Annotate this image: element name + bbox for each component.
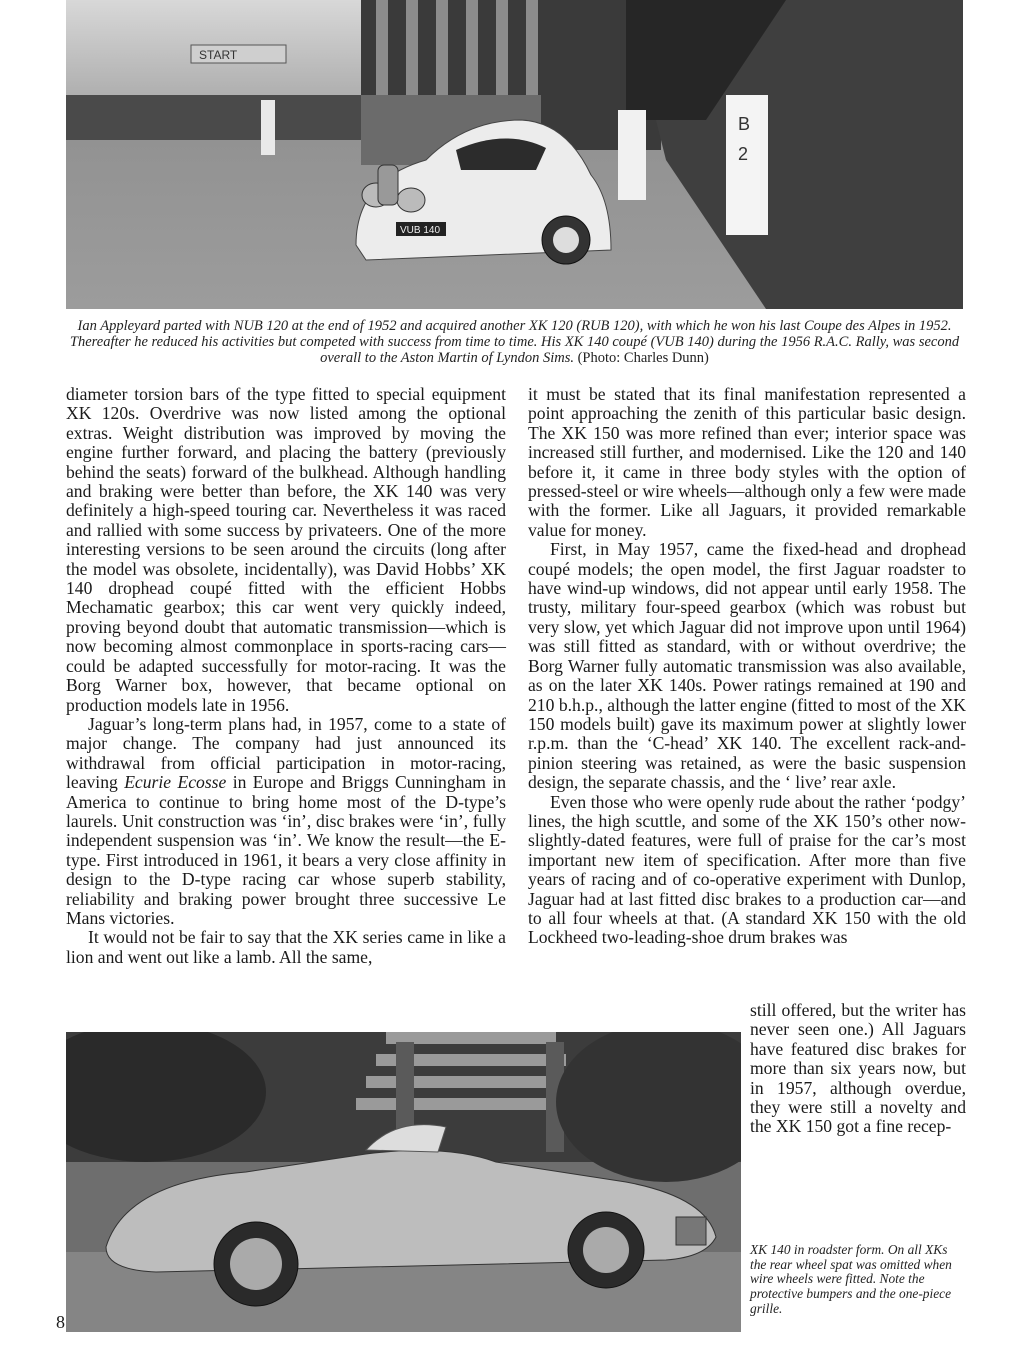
rally-scene-image — [66, 0, 963, 309]
svg-text:B: B — [738, 114, 751, 134]
roadster-image — [66, 1032, 741, 1332]
top-caption-text: Ian Appleyard parted with NUB 120 at the end of 1952 and acquired another XK 120 (RUB 120), with which he won his last Coupe des Alpes in 1952. Thereafter he reduced his activities but competed with success from time to time. His XK 140 coupé (VUB 140) during the 1956 R.A.C. Rally, was second overall to the Aston Martin of Lyndon Sims. — [69, 318, 960, 366]
photo-credit: (Photo: Charles Dunn) — [577, 350, 709, 366]
right-text-column — [528, 385, 966, 948]
paragraph: it must be stated that its final manifestation represented a point approaching the zenith of this particular basic design. The XK 150 was more refined than ever; interior space was increased still further, and modernised. Like the 120 and 140 before it, it came in three body styles with the option of pressed-steel or wire wheels—although only a few were made with the former. Like all Jaguars, it provided remarkable value for money. — [528, 384, 966, 540]
page-number: 8 — [56, 1312, 65, 1332]
top-photo — [66, 0, 963, 309]
top-photo-caption — [66, 318, 963, 366]
svg-text:2: 2 — [738, 144, 749, 164]
paragraph: diameter torsion bars of the type fitted to special equipment XK 120s. Overdrive was now listed among the optional extras. Weight distribution was improved by moving the engine further forward, and placing the battery (previously behind the seats) forward of the bulkhead. Although handling and braking were better than before, the XK 140 was very definitely a high-speed touring car. Nevertheless it was raced and rallied with some success by privateers. One of the more interesting versions to be seen around the circuits (long after the model was obsolete, incidentally), was David Hobbs’ XK 140 drophead coupé fitted with the efficient Hobbs Mechamatic gearbox; this car went very quickly indeed, proving beyond doubt that automatic transmission—which is now becoming almost commonplace in sports-racing cars—could be adapted successfully for motor-racing. It was the Borg Warner box, however, that became optional on production models late in 1956. — [66, 384, 506, 715]
paragraph: Jaguar’s long-term plans had, in 1957, come to a state of major change. The company had just announced its withdrawal from official participation in motor-racing, leaving Ecurie Ecosse in Europe and Briggs Cunningham in America to continue to bring home most of the D-type’s laurels. Unit construction was ‘in’, disc brakes were ‘in’, fully independent suspension was ‘in’. We know the result—the E-type. First introduced in 1961, it bears a very close affinity in design to the D-type racing car whose superb stability, reliability and braking power brought three successive Le Mans victories. — [66, 713, 507, 928]
left-text-column — [66, 385, 506, 967]
paragraph: still offered, but the writer has never seen one.) All Jaguars have featured disc brakes for more than six years now, but in 1957, although overdue, they were still a novelty and the XK 150 got a fine recep- — [750, 1000, 966, 1137]
marker-b1 — [618, 110, 646, 200]
svg-text:VUB 140: VUB 140 — [400, 225, 441, 236]
paragraph: First, in May 1957, came the fixed-head and drophead coupé models; the open model, the first Jaguar roadster to have wind-up windows, did not appear until early 1958. The trusty, military four-speed gearbox (which was robust but very slow, yet which Jaguar did not improve upon until 1964) was still fitted as standard, with or without overdrive; the Borg Warner fully automatic transmission was also available, as on the later XK 140s. Power ratings remained at 190 and 210 b.h.p., although the latter engine (fitted to most of the XK 150 models built) gave its maximum power at slightly lower r.p.m. than the ‘C-head’ XK 140. The excellent rack-and-pinion steering was retained, as were the basic suspension design, the separate chassis, and the ‘ live’ rear axle. — [528, 539, 966, 793]
right-column-continuation — [750, 1001, 966, 1137]
paragraph: It would not be fair to say that the XK series came in like a lion and went out like a lamb. All the same, — [66, 927, 506, 967]
paragraph: Even those who were openly rude about the rather ‘podgy’ lines, the high scuttle, and some of the XK 150’s other now-slightly-dated features, were full of praise for the car’s most important new item of specification. After more than five years of racing and of co-operative experiment with Dunlop, Jaguar had at last fitted disc brakes to a production car—and to all four wheels at that. (A standard XK 150 with the old Lockheed two-leading-shoe drum brakes was — [528, 791, 966, 948]
svg-text:START: START — [199, 48, 238, 62]
bottom-photo-caption: XK 140 in roadster form. On all XKs the rear wheel spat was omitted when wire wheels were fitted. Note the protective bumpers and the one-piece grille. — [750, 1242, 952, 1316]
bottom-photo — [66, 1032, 741, 1332]
